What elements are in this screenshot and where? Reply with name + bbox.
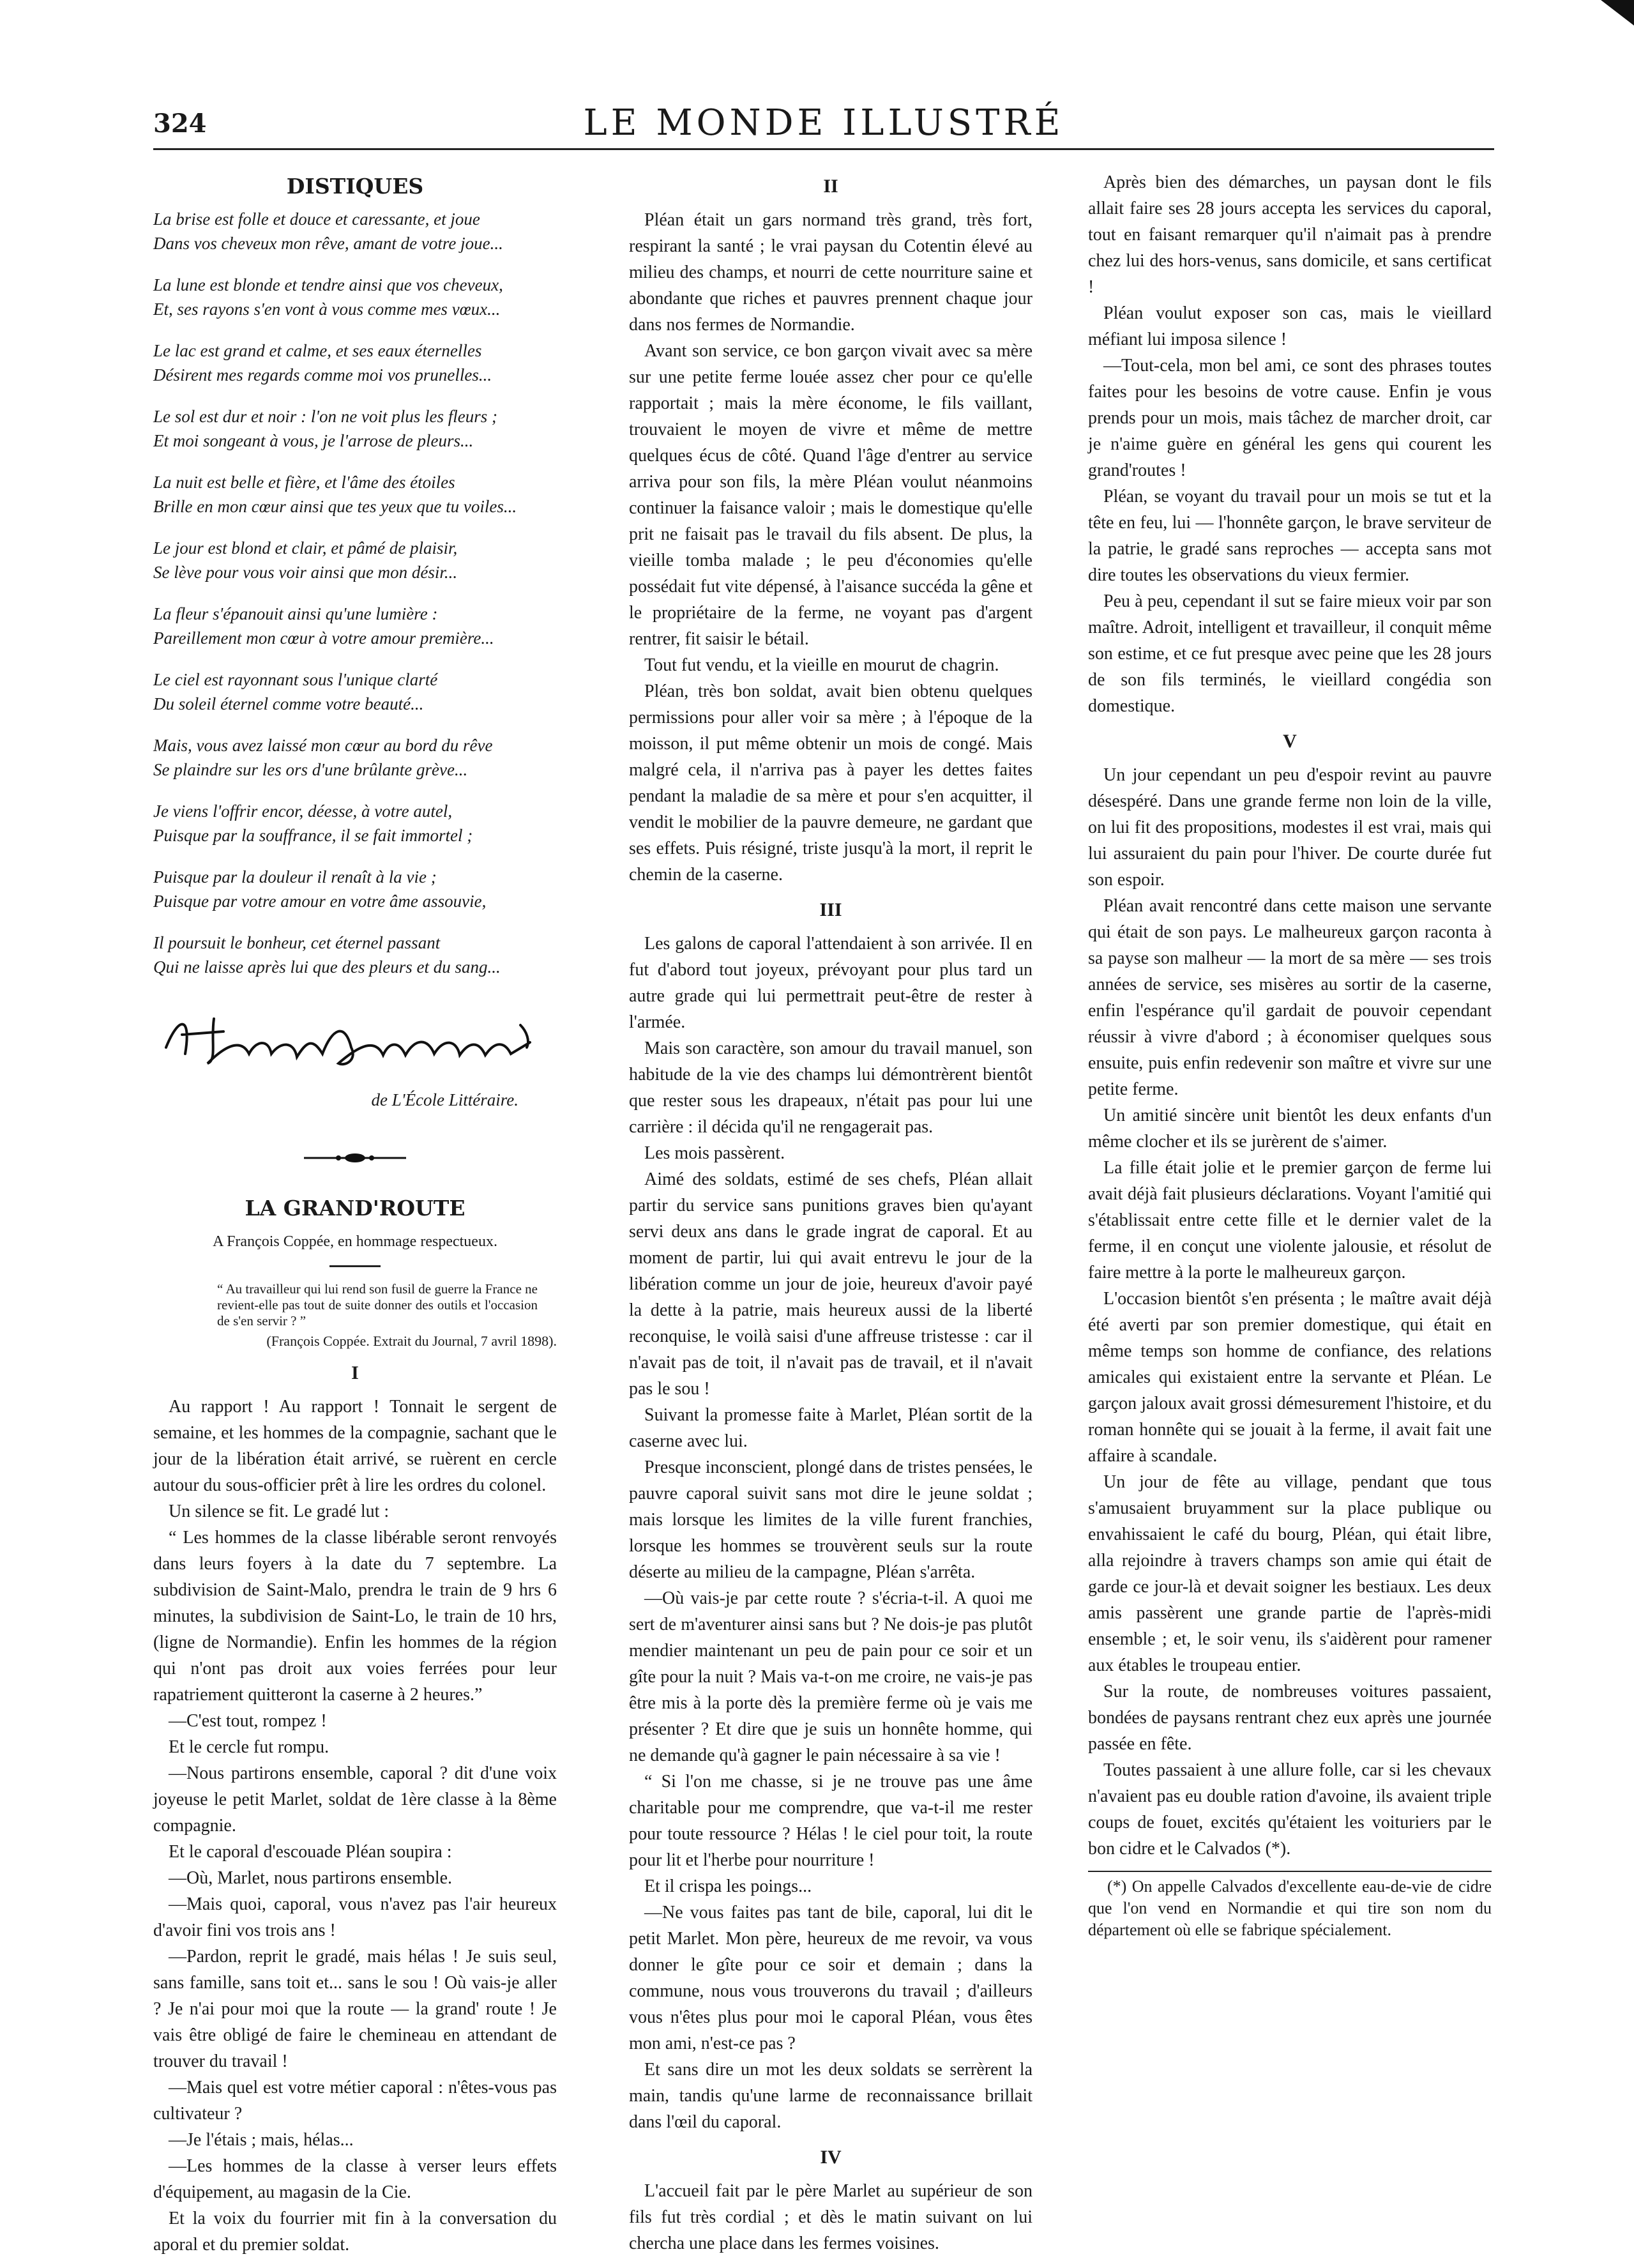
story-paragraph: Un jour de fête au village, pendant que tous s'amusaient bruyamment sur la place publique ou envahissaient le café du bourg, Pléan, qui était libre, alla rejoindre à travers champs son amie qui était de garde ce jour-là et devait soigner les bestiaux. Les deux amis passèrent une grande partie de l'après-midi ensemble ; et, le soir venu, ils s'aidèrent pour ramener aux étables le troupeau entier. (1088, 1472, 1492, 1675)
poem-attribution: de L'École Littéraire. (371, 1090, 518, 1109)
story-paragraph: Et il crispa les poings... (644, 1876, 812, 1896)
story-paragraph: Un jour cependant un peu d'espoir revint au pauvre désespéré. Dans une grande ferme non loin de la ville, on lui fit des propositions, modestes il est vrai, mais qui lui assuraient du pain pour l'hiver. De courte durée fut son espoir. (1088, 765, 1492, 890)
story-paragraph: —Mais quoi, caporal, vous n'avez pas l'air heureux d'avoir fini vos trois ans ! (153, 1894, 557, 1940)
story-paragraph: Au rapport ! Au rapport ! Tonnait le sergent de semaine, et les hommes de la compagnie, sachant que le jour de la libération était arrivé, se ruèrent en cercle autour du sous-officier prêt à lire les ordres du colonel. (153, 1397, 557, 1495)
section-2-text (629, 207, 1033, 888)
story-paragraph: Et sans dire un mot les deux soldats se serrèrent la main, tandis qu'une larme de reconnaissance brillait dans l'œil du caporal. (629, 2060, 1033, 2132)
section-4-text-cont (1088, 169, 1492, 719)
poem-line: Brille en mon cœur ainsi que tes yeux que tu voiles... (153, 497, 517, 516)
poem-couplet (153, 865, 557, 913)
story-paragraph: —Je l'étais ; mais, hélas... (169, 2130, 354, 2150)
journal-title: LE MONDE ILLUSTRÉ (583, 102, 1064, 144)
poem-line: Il poursuit le bonheur, cet éternel passant (153, 933, 441, 952)
footnote-text: (*) On appelle Calvados d'excellente eau-de-vie de cidre que l'on vend en Normandie et qui tire son nom du département où elle se fabrique spécialement. (1088, 1877, 1492, 1939)
poem-line: Puisque par votre amour en votre âme assouvie, (153, 892, 487, 911)
poem-couplet (153, 799, 557, 848)
poem-couplet (153, 404, 557, 453)
section-divider-ornament (153, 1152, 557, 1164)
short-rule (329, 1265, 381, 1267)
poem-line: Le jour est blond et clair, et pâmé de plaisir, (153, 538, 458, 558)
story-paragraph: —Pardon, reprit le gradé, mais hélas ! Je suis seul, sans famille, sans toit et... sans le sou ! Où vais-je aller ? Je n'ai pour moi que la route — la grand' route ! Je vais être obligé de faire le chemineau en attendant de trouver du travail ! (153, 1947, 557, 2071)
story-paragraph: Pléan, très bon soldat, avait bien obtenu quelques permissions pour aller voir sa mère ; à l'époque de la moisson, il put même obtenir un mois de congé. Mais malgré cela, il n'arriva pas à payer les dettes faites pendant la maladie de sa mère et pour s'en acquitter, il vendit le mobilier de la pauvre demeure, ne gardant que ses effets. Puis résigné, triste jusqu'à la mort, il reprit le chemin de la caserne. (629, 681, 1033, 885)
poem-couplet (153, 931, 557, 979)
footnote (1088, 1871, 1492, 1941)
story-paragraph: Sur la route, de nombreuses voitures passaient, bondées de paysans rentrant chez eux après une journée passée en fête. (1088, 1682, 1492, 1754)
column-3 (1088, 169, 1492, 1941)
story-paragraph: Après bien des démarches, un paysan dont le fils allait faire ses 28 jours accepta les services du caporal, tout en faisant remarquer qu'il n'aimait pas à prendre chez lui des hors-venus, sans domicile, et sans certificat ! (1088, 172, 1492, 297)
poem-line: Le ciel est rayonnant sous l'unique clarté (153, 670, 438, 689)
poem-line: Dans vos cheveux mon rêve, amant de votre joue... (153, 234, 503, 253)
section-5-text (1088, 762, 1492, 1862)
story-paragraph: Tout fut vendu, et la vieille en mourut de chagrin. (644, 655, 999, 675)
story-paragraph: —Les hommes de la classe à verser leurs effets d'équipement, au magasin de la Cie. (153, 2156, 557, 2202)
page-number: 324 (153, 109, 207, 139)
story-paragraph: “ Si l'on me chasse, si je ne trouve pas une âme charitable pour me comprendre, que va-t-il me rester pour toute ressource ? Hélas ! le ciel pour toit, la route pour lit et l'herbe pour nourriture ! (629, 1772, 1033, 1870)
section-numeral: III (819, 899, 842, 920)
story-paragraph: Et le caporal d'escouade Pléan soupira : (169, 1842, 452, 1862)
story-title: LA GRAND'ROUTE (245, 1196, 465, 1221)
handwritten-signature (153, 1003, 557, 1079)
poem-line: Pareillement mon cœur à votre amour première... (153, 628, 494, 648)
story-paragraph: Les mois passèrent. (644, 1143, 785, 1163)
story-paragraph: —Ne vous faites pas tant de bile, caporal, lui dit le petit Marlet. Mon père, heureux de me revoir, va vous donner le gîte pour ce soir et demain ; dans la commune, nous vous trouverons du travail ; d'ailleurs vous n'êtes plus pour moi le caporal Pléan, vous êtes mon ami, n'est-ce pas ? (629, 1903, 1033, 2053)
column-2 (629, 169, 1033, 2257)
story-paragraph: Pléan avait rencontré dans cette maison une servante qui était de son pays. Le malheureux garçon raconta à sa payse son malheur — la mort de sa mère — ses trois années de service, ses misères au sortir de la caserne, enfin l'espérance qu'il gardait de pouvoir cependant réussir à vivre d'abord ; à économiser quelques sous ensuite, puis enfin redevenir son maître et vivre sur une petite ferme. (1088, 896, 1492, 1099)
poem-line: La brise est folle et douce et caressante, et joue (153, 209, 480, 229)
story-paragraph: —Tout-cela, mon bel ami, ce sont des phrases toutes faites pour les besoins de votre cause. Enfin je vous prends pour un mois, mais tâchez de marcher droit, car je n'aime guère en général les gens qui courent les grand'routes ! (1088, 356, 1492, 480)
story-paragraph: La fille était jolie et le premier garçon de ferme lui avait déjà fait plusieurs déclarations. Voyant l'amitié qui s'établissait entre cette fille et le dernier valet de la ferme, il en conçut une violente jalousie, et résolut de faire mettre à la porte le malheureux garçon. (1088, 1158, 1492, 1282)
header-rule (153, 148, 1494, 150)
section-3-text (629, 931, 1033, 2135)
poem-line: Puisque par la souffrance, il se fait immortel ; (153, 826, 473, 845)
poem-line: La fleur s'épanouit ainsi qu'une lumière : (153, 604, 438, 623)
poem-line: La lune est blonde et tendre ainsi que vos cheveux, (153, 275, 503, 294)
column-1 (153, 169, 557, 2258)
story-paragraph: Pléan voulut exposer son cas, mais le vieillard méfiant lui imposa silence ! (1088, 303, 1492, 349)
story-paragraph: “ Les hommes de la classe libérable seront renvoyés dans leurs foyers à la date du 7 septembre. La subdivision de Saint-Malo, prendra le train de 9 hrs 6 minutes, la subdivision de Saint-Lo, le train de 10 hrs, (ligne de Normandie). Enfin les hommes de la région qui n'ont pas droit aux voies ferrées pour leur rapatriement quitteront la caserne à 2 heures.” (153, 1528, 557, 1705)
page-header (153, 102, 1494, 147)
story-paragraph: L'accueil fait par le père Marlet au supérieur de son fils fut très cordial ; et dès le matin suivant on lui chercha une place dans les fermes voisines. (629, 2181, 1033, 2253)
story-dedication: A François Coppée, en hommage respectueux. (213, 1233, 497, 1250)
story-paragraph: Un amitié sincère unit bientôt les deux enfants d'un même clocher et ils se jurèrent de s'aimer. (1088, 1106, 1492, 1152)
section-numeral: I (351, 1362, 359, 1383)
story-paragraph: Un silence se fit. Le gradé lut : (169, 1502, 390, 1521)
poem-couplet (153, 602, 557, 650)
story-paragraph: —Où, Marlet, nous partirons ensemble. (169, 1868, 453, 1888)
story-paragraph: Suivant la promesse faite à Marlet, Pléan sortit de la caserne avec lui. (629, 1405, 1033, 1451)
poem-couplet (153, 207, 557, 255)
story-epigraph: “ Au travailleur qui lui rend son fusil de guerre la France ne revient-elle pas tout de suite donner des outils et l'occasion de s'en servir ? ” (217, 1281, 538, 1328)
poem-line: Le lac est grand et calme, et ses eaux éternelles (153, 341, 482, 360)
story-paragraph: —Nous partirons ensemble, caporal ? dit d'une voix joyeuse le petit Marlet, soldat de 1ère classe à la 8ème compagnie. (153, 1763, 557, 1836)
story-paragraph: Aimé des soldats, estimé de ses chefs, Pléan allait partir du service sans punitions graves bien qu'ayant servi deux ans dans le grade ingrat de caporal. Et au moment de partir, lui qui avait entrevu le jour de la libération comme un jour de joie, heureux d'avoir payé la dette à la patrie, mais heureux aussi de la liberté reconquise, le voilà saisi d'une affreuse tristesse : car il n'avait pas de toit, il n'avait pas de travail, et il n'avait pas le sou ! (629, 1169, 1033, 1399)
story-paragraph: Presque inconscient, plongé dans de tristes pensées, le pauvre caporal suivit sans mot dire le jeune soldat ; mais lorsque les limites de la ville furent franchies, lorsque les hommes se trouvèrent seuls sur la route déserte au milieu de la campagne, Pléan s'arrêta. (629, 1457, 1033, 1582)
section-numeral: V (1283, 731, 1297, 752)
poem-line: Du soleil éternel comme votre beauté... (153, 694, 424, 713)
poem-line: Désirent mes regards comme moi vos prunelles... (153, 365, 492, 384)
story-paragraph: —Où vais-je par cette route ? s'écria-t-il. A quoi me sert de m'aventurer ainsi sans but ? Ne dois-je pas plutôt mendier maintenant un peu de pain pour ce soir et un gîte pour la nuit ? Mais va-t-on me croire, ne vais-je pas être mis à la porte dès la première ferme où je vais me présenter ? Et dire que je suis un honnête homme, qui ne demande qu'à gagner le pain nécessaire à sa vie ! (629, 1588, 1033, 1765)
page-corner-mark (1596, 0, 1634, 38)
poem-couplets (153, 207, 557, 979)
story-paragraph: —C'est tout, rompez ! (169, 1711, 327, 1731)
poem-line: La nuit est belle et fière, et l'âme des étoiles (153, 473, 455, 492)
poem-line: Mais, vous avez laissé mon cœur au bord du rêve (153, 736, 493, 755)
poem-line: Se lève pour vous voir ainsi que mon désir... (153, 563, 458, 582)
poem-line: Se plaindre sur les ors d'une brûlante grève... (153, 760, 468, 779)
story-paragraph: L'occasion bientôt s'en présenta ; le maître avait déjà été averti par son premier domestique, qui était en même temps son homme de confiance, des relations amicales qui existaient entre la servante et Pléan. Le garçon jaloux avait grossi démesurement l'histoire, et du roman honnête qui se jouait à la ferme, il avait fait une affaire à scandale. (1088, 1289, 1492, 1466)
poem-line: Qui ne laisse après lui que des pleurs et du sang... (153, 957, 501, 977)
story-paragraph: Pléan était un gars normand très grand, très fort, respirant la santé ; le vrai paysan du Cotentin élevé au milieu des champs, et nourri de cette nourriture saine et abondante que riches et pauvres prennent chaque jour dans nos fermes de Normandie. (629, 210, 1033, 335)
poem-title: DISTIQUES (286, 174, 424, 199)
story-paragraph: Et la voix du fourrier mit fin à la conversation du aporal et du premier soldat. (153, 2209, 557, 2255)
section-4-text-start (629, 2178, 1033, 2257)
poem-line: Je viens l'offrir encor, déesse, à votre autel, (153, 802, 453, 821)
poem-line: Puisque par la douleur il renaît à la vie ; (153, 867, 437, 887)
section-numeral: IV (820, 2147, 842, 2168)
poem-line: Et moi songeant à vous, je l'arrose de pleurs... (153, 431, 474, 450)
poem-couplet (153, 667, 557, 716)
section-numeral: II (823, 176, 838, 197)
poem-line: Le sol est dur et noir : l'on ne voit plus les fleurs ; (153, 407, 497, 426)
poem-couplet (153, 339, 557, 387)
story-paragraph: Avant son service, ce bon garçon vivait avec sa mère sur une petite ferme louée assez cher pour ce qu'elle rapportait ; mais la mère économe, le fils vaillant, trouvaient le moyen de vivre et même de mettre quelques écus de côté. Quand l'âge d'entrer au service arriva pour son fils, la mère Pléan voulut néanmoins continuer la faisance valoir ; mais le domestique qu'elle prit ne faisait pas le travail du fils absent. De plus, la vieille tomba malade ; le peu d'économies qu'elle possédait fut vite dépensé, à l'aisance succéda la gêne et le propriétaire de la ferme, ne voyant pas d'argent rentrer, fit saisir le bétail. (629, 341, 1033, 649)
story-paragraph: Les galons de caporal l'attendaient à son arrivée. Il en fut d'abord tout joyeux, prévoyant pour plus tard un autre grade qui lui permettrait peut-être de rester à l'armée. (629, 934, 1033, 1032)
poem-couplet (153, 733, 557, 782)
epigraph-source: (François Coppée. Extrait du Journal, 7 avril 1898). (266, 1333, 557, 1349)
story-paragraph: Pléan, se voyant du travail pour un mois se tut et la tête en feu, lui — l'honnête garçon, le brave serviteur de la patrie, le gradé sans reproches — accepta sans mot dire toutes les observations du vieux fermier. (1088, 487, 1492, 585)
poem-couplet (153, 273, 557, 321)
story-paragraph: Peu à peu, cependant il sut se faire mieux voir par son maître. Adroit, intelligent et travailleur, il conquit même son estime, et ce fut presque avec peine que les 28 jours de son fils terminés, le vieillard congédia son domestique. (1088, 591, 1492, 716)
poem-line: Et, ses rayons s'en vont à vous comme mes vœux... (153, 300, 501, 319)
story-paragraph: —Mais quel est votre métier caporal : n'êtes-vous pas cultivateur ? (153, 2078, 557, 2124)
story-paragraph: Et le cercle fut rompu. (169, 1737, 329, 1757)
poem-couplet (153, 536, 557, 584)
story-paragraph: Toutes passaient à une allure folle, car si les chevaux n'avaient pas eu double ration d'avoine, ils avaient triple coups de fouet, excités qu'étaient les voituriers par le bon cidre et le Calvados (*). (1088, 1760, 1492, 1859)
story-paragraph: Mais son caractère, son amour du travail manuel, son habitude de la vie des champs lui démontrèrent bientôt que rester sous les drapeaux, n'était pas pour lui une carrière : il décida qu'il ne rengagerait pas. (629, 1039, 1033, 1137)
section-1-text (153, 1394, 557, 2258)
poem-couplet (153, 470, 557, 519)
